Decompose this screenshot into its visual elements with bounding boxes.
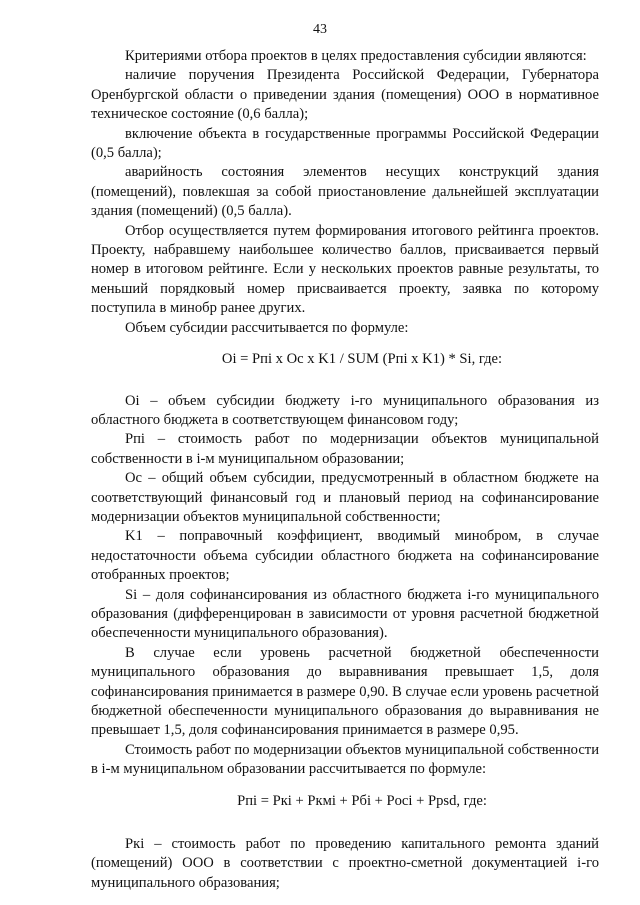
paragraph-cofinancing-share: В случае если уровень расчетной бюджетной обеспеченности муниципального образования до выравнивания превышает 1,5, доля софинансирования принимается в размере 0,90. В случае если уровень расчетной бюджетной обеспеченности муниципального образования до выравнивания не превышает 1,5, доля софинансирования принимается в размере 0,95. bbox=[91, 644, 599, 739]
definition-si: Si – доля софинансирования из областного бюджета i-го муниципального образования (дифференцирован в зависимости от уровня расчетной бюджетной обеспеченности муниципального образования). bbox=[91, 586, 599, 642]
formula-modernization-cost: Pпi = Pкi + Pкмi + Pбi + Pocі + Ppsd, где: bbox=[237, 792, 487, 809]
definition-k1: K1 – поправочный коэффициент, вводимый минобром, в случае недостаточности объема субсидии областного бюджета на софинансирование отобранных проектов; bbox=[91, 528, 599, 584]
definition-oi: Oi – объем субсидии бюджету i-го муниципального образования из областного бюджета в соответствующем финансовом году; bbox=[91, 392, 599, 428]
paragraph-criterion-federal-program: включение объекта в государственные программы Российской Федерации (0,5 балла); bbox=[91, 125, 599, 162]
paragraph-criterion-emergency: аварийность состояния элементов несущих конструкций здания (помещений), повлекшая за собой приостановление дальнейшей эксплуатации здания (помещений) (0,5 балла). bbox=[91, 164, 599, 220]
definition-oc: Oc – общий объем субсидии, предусмотренный в областном бюджете на соответствующий финансовый год и плановый период на софинансирование модернизации объектов муниципальной собственности; bbox=[91, 470, 599, 525]
paragraph-formula-intro: Объем субсидии рассчитывается по формуле: bbox=[125, 319, 409, 336]
definition-pki: Pкi – стоимость работ по проведению капитального ремонта зданий (помещений) ООО в соответствии с проектно-сметной документацией i-го муниципального образования; bbox=[91, 836, 599, 891]
formula-subsidy-volume: Oi = Pпi x Oc x K1 / SUM (Pпi x K1) * Si, где: bbox=[221, 351, 503, 368]
paragraph-rating: Отбор осуществляется путем формирования итогового рейтинга проектов. Проекту, набравшему наибольшее количество баллов, присваивается первый номер в итоговом рейтинге. Если у нескольких проектов равные результаты, то меньший порядковый номер присваивается проекту, заявка по которому поступила в минобр ранее других. bbox=[91, 222, 599, 317]
paragraph-criterion-instruction: наличие поручения Президента Российской Федерации, Губернатора Оренбургской области о приведении здания (помещения) ООО в нормативное техническое состояние (0,6 балла); bbox=[91, 67, 599, 123]
paragraph-criteria-intro: Критериями отбора проектов в целях предоставления субсидии являются: bbox=[125, 48, 587, 64]
paragraph-cost-formula-intro: Стоимость работ по модернизации объектов муниципальной собственности в i-м муниципальном образовании рассчитывается по формуле: bbox=[91, 741, 599, 778]
definition-ppi: Pпi – стоимость работ по модернизации объектов муниципальной собственности в i-м муниципальном образовании; bbox=[91, 431, 599, 467]
page-number: 43 bbox=[313, 22, 327, 37]
document-body bbox=[91, 47, 599, 893]
